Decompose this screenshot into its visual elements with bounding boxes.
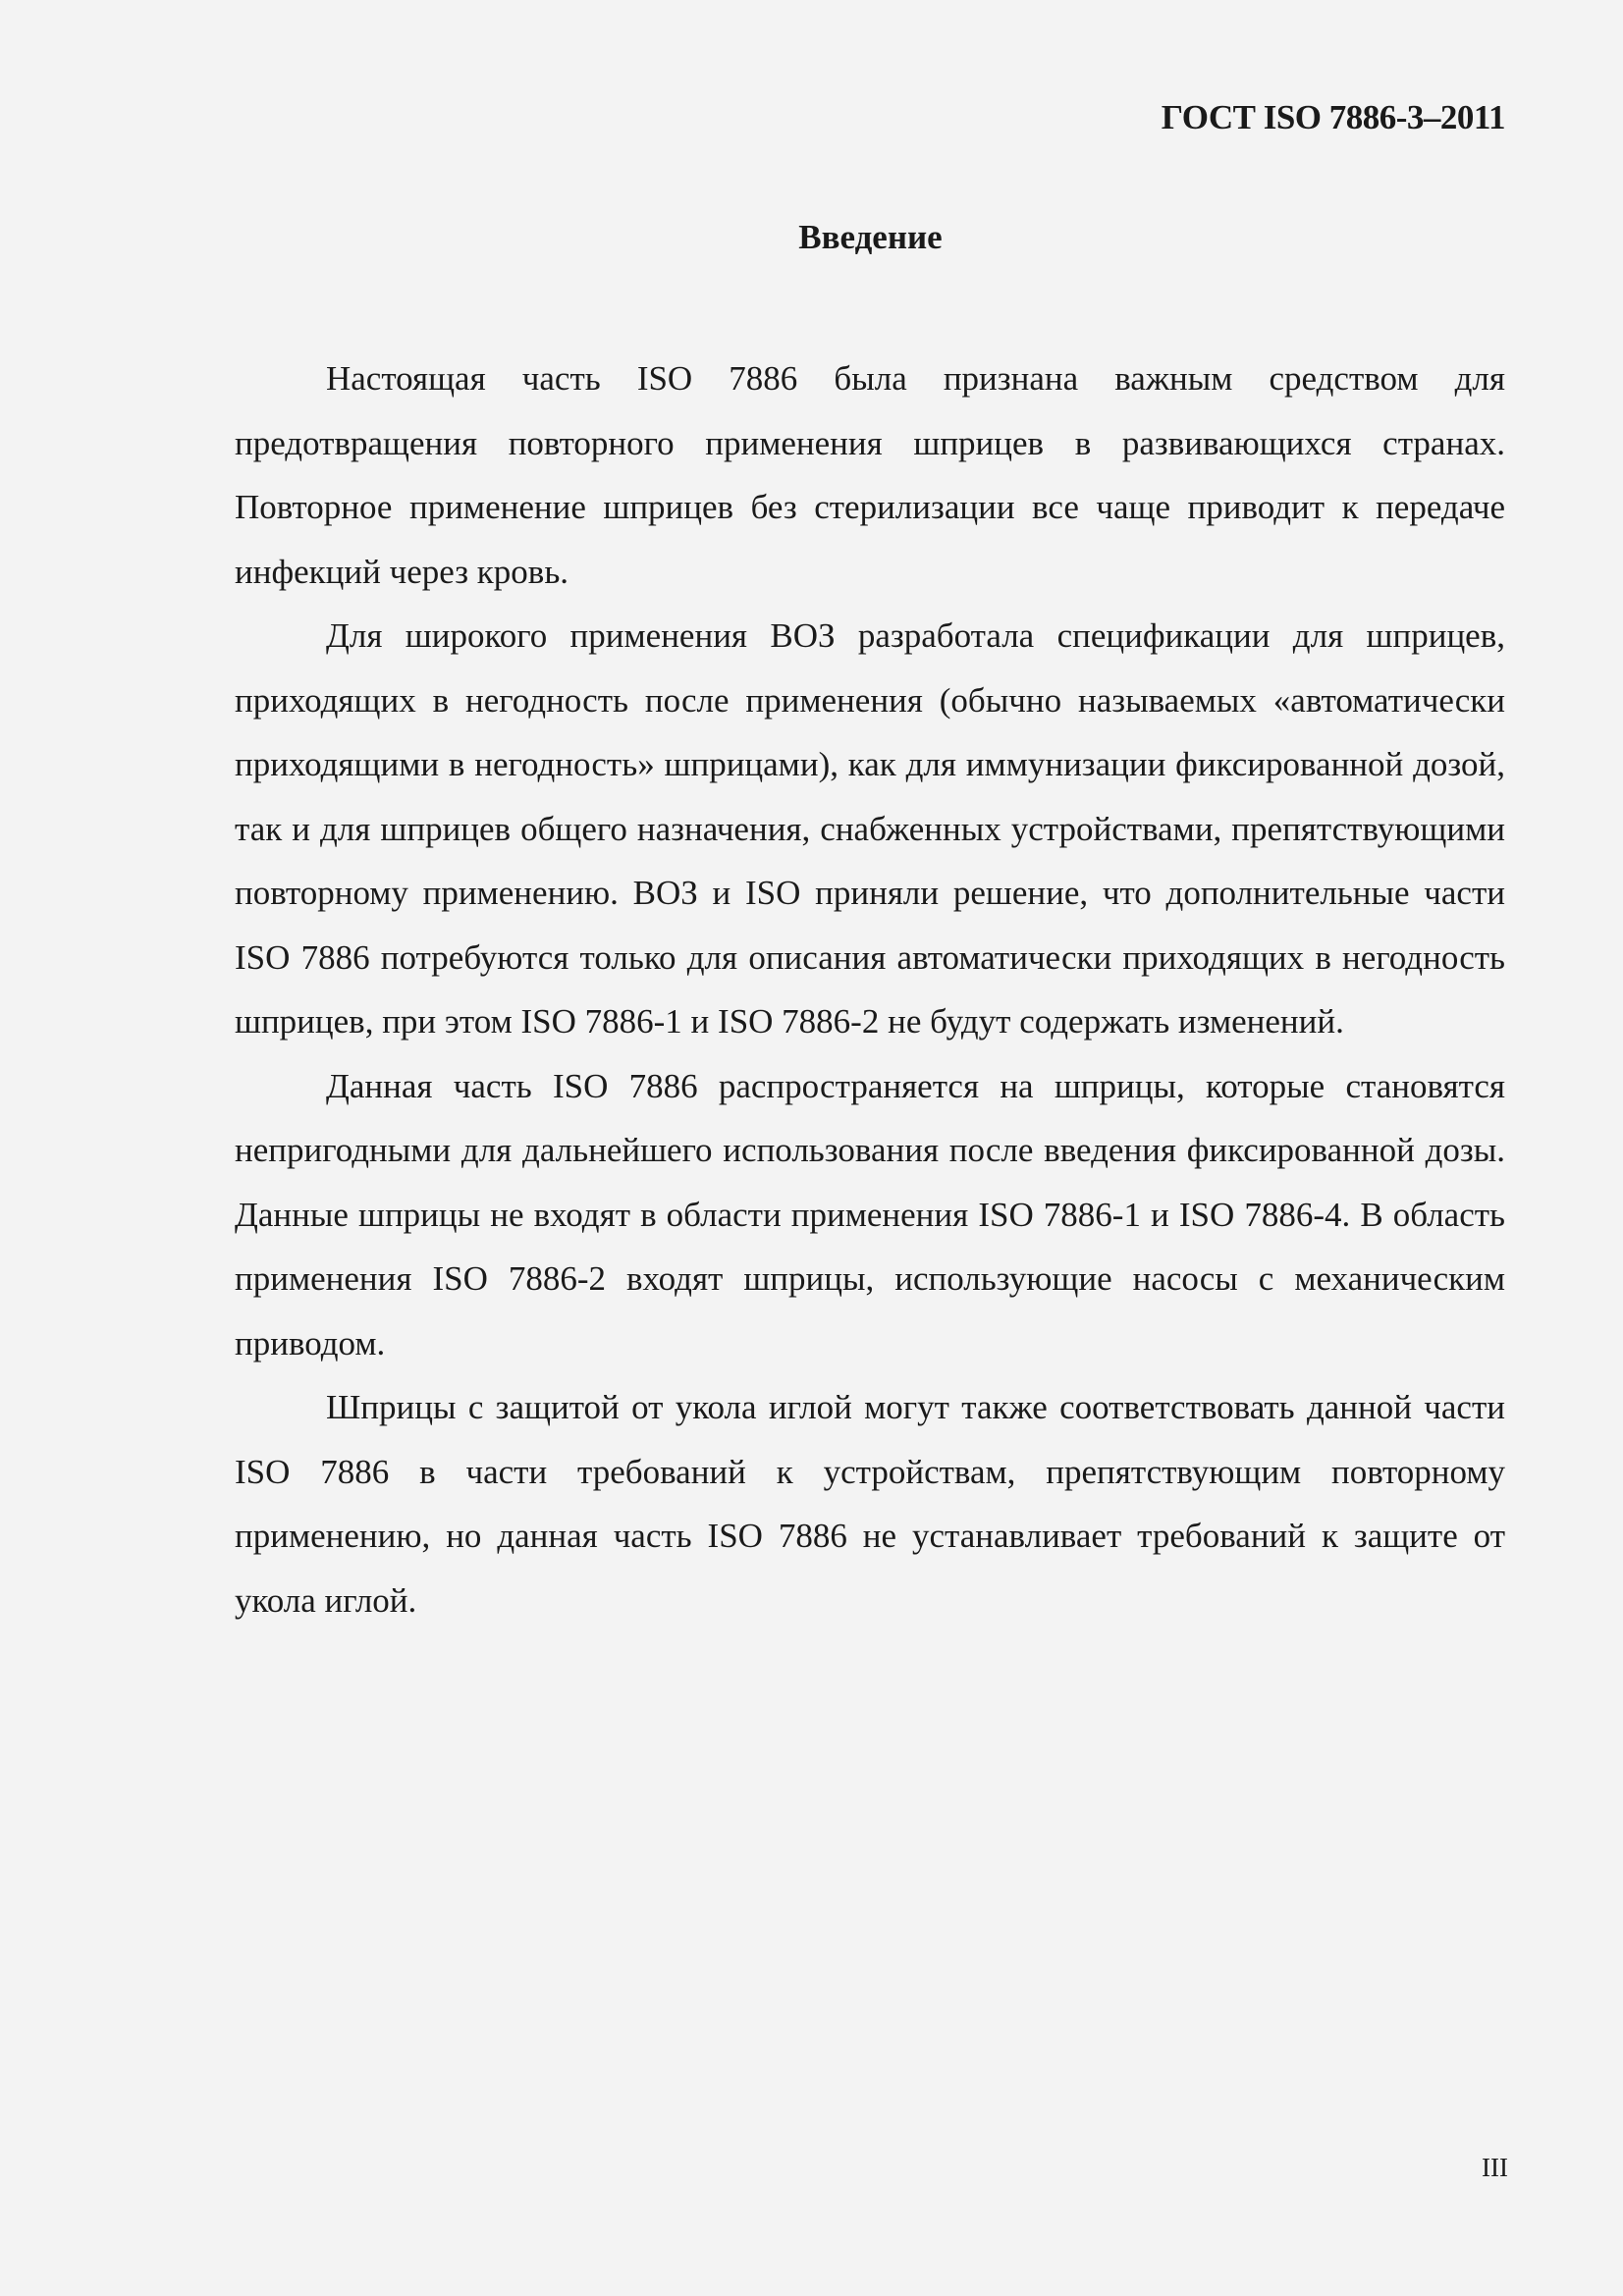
paragraph: Шприцы с защитой от укола иглой могут также соответствовать данной части ISO 7886 в части требований к устройствам, препятствующим повторному применению, но данная часть ISO 7886 не устанавливает требований к защите от укола иглой.: [235, 1388, 1505, 1620]
page-number: III: [1482, 2153, 1508, 2182]
paragraph: Для широкого применения ВОЗ разработала спецификации для шприцев, приходящих в негодность после применения (обычно называемых «автоматически приходящими в негодность» шприцами), как для иммунизации фиксированной дозой, так и для шприцев общего назначения, снабженных устройствами, препятствующими повторному применению. ВОЗ и ISO приняли решение, что дополнительные части ISO 7886 потребуются только для описания автоматически приходящих в негодность шприцев, при этом ISO 7886-1 и ISO 7886-2 не будут содержать изменений.: [235, 616, 1505, 1041]
paragraph: Настоящая часть ISO 7886 была признана важным средством для предотвращения повторного применения шприцев в развивающихся странах. Повторное применение шприцев без стерилизации все чаще приводит к передаче инфекций через кровь.: [235, 359, 1505, 591]
section-title: Введение: [798, 218, 943, 256]
paragraph: Данная часть ISO 7886 распространяется на шприцы, которые становятся непригодными для дальнейшего использования после введения фиксированной дозы. Данные шприцы не входят в области применения ISO 7886-1 и ISO 7886-4. В область применения ISO 7886-2 входят шприцы, использующие насосы с механическим приводом.: [235, 1066, 1505, 1362]
document-code-header: ГОСТ ISO 7886-3–2011: [1161, 98, 1505, 136]
body-text: [235, 347, 1505, 1632]
